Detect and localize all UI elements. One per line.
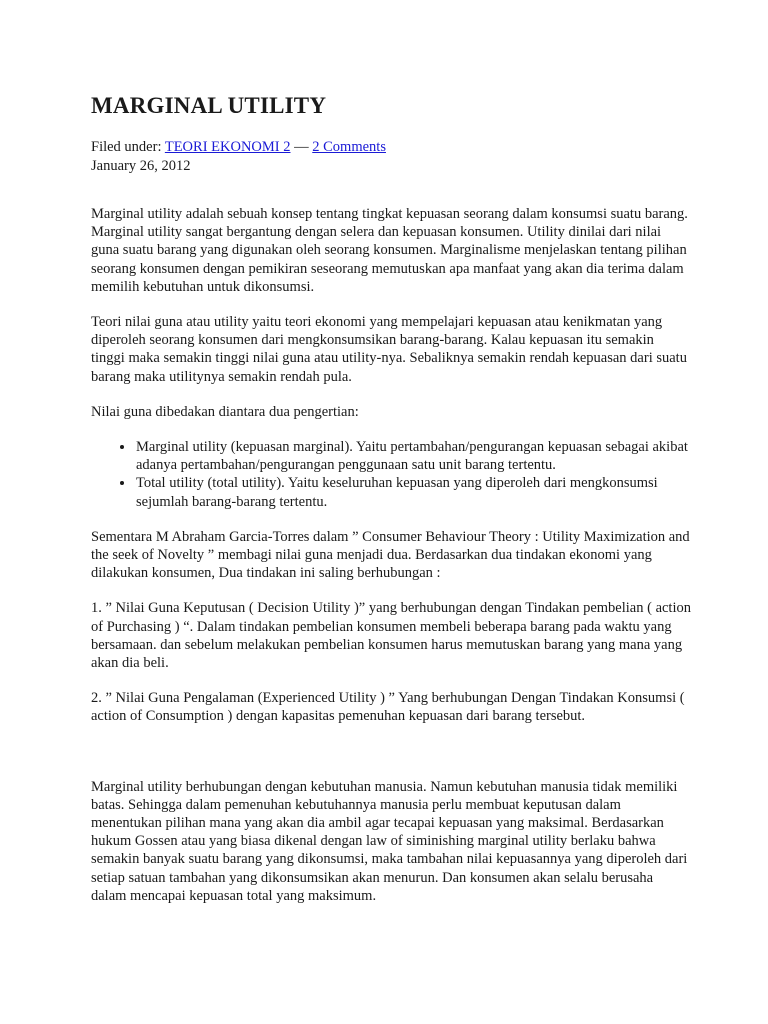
post-meta [91,138,691,176]
paragraph-utility-theory: Teori nilai guna atau utility yaitu teori ekonomi yang mempelajari kepuasan atau kenikmatan yang diperoleh seorang konsumen dari mengkonsumsikan barang-barang. Kalau kepuasan itu semakin tinggi maka semakin tinggi nilai guna atau utility-nya. Sebaliknya semakin rendah kepuasan dari suatu barang maka utilitynya semakin rendah pula. [91,314,687,385]
paragraph-intro: Marginal utility adalah sebuah konsep tentang tingkat kepuasan seorang dalam konsumsi suatu barang. Marginal utility sangat bergantung dengan selera dan kepuasan konsumen. Utility dinilai dari nilai guna suatu barang yang digunakan oleh seorang konsumen. Marginalisme menjelaskan tentang pilihan seorang konsumen dengan pemikiran seseorang memutuskan apa manfaat yang akan dia terima dalam memilih kebutuhan untuk dikonsumsi. [91,206,688,295]
filed-under-label: Filed under: [91,139,165,155]
meta-separator: — [290,139,313,155]
category-link[interactable]: TEORI EKONOMI 2 [164,139,291,155]
list-item: • Total utility (total utility). Yaitu keseluruhan kepuasan yang diperoleh dari mengkonsumsi sejumlah barang-barang tertentu. [135,474,691,510]
paragraph-gossen-law: Marginal utility berhubungan dengan kebutuhan manusia. Namun kebutuhan manusia tidak memiliki batas. Sehingga dalam pemenuhan kebutuhannya manusia perlu membuat keputusan dalam menentukan pilihan mana yang akan dia ambil agar tecapai kepuasan yang maksimal. Berdasarkan hukum Gossen atau yang biasa dikenal dengan law of siminishing marginal utility berlaku bahwa semakin banyak suatu barang yang dikonsumsi, maka tambahan nilai kepuasannya yang diperoleh dari setiap satuan tambahan yang dikonsumsikan akan menurun. Dan konsumen akan selalu berusaha dalam mencapai kepuasan total yang maksimum. [91,778,688,904]
article [91,92,691,905]
definitions-list [91,438,691,511]
list-item: • Marginal utility (kepuasan marginal). Yaitu pertambahan/pengurangan kepuasan sebagai akibat adanya pertambahan/pengurangan penggunaan satu unit barang tertentu. [135,438,691,474]
paragraph-garcia-torres: Sementara M Abraham Garcia-Torres dalam ” Consumer Behaviour Theory : Utility Maximization and the seek of Novelty ” membagi nilai guna menjadi dua. Berdasarkan dua tindakan ekonomi yang dilakukan konsumen, Dua tindakan ini saling berhubungan : [91,528,690,582]
article-title: MARGINAL UTILITY [91,93,327,118]
post-date: January 26, 2012 [91,158,191,174]
paragraph-decision-utility: 1. ” Nilai Guna Keputusan ( Decision Utility )” yang berhubungan dengan Tindakan pembelian ( action of Purchasing ) “. Dalam tindakan pembelian konsumen membeli beberapa barang pada waktu yang bersamaan. dan sebelum melakukan pembelian konsumen harus memutuskan barang yang mana yang akan dia beli. [91,600,691,672]
paragraph-experienced-utility: 2. ” Nilai Guna Pengalaman (Experienced Utility ) ” Yang berhubungan Dengan Tindakan Konsumsi ( action of Consumption ) dengan kapasitas pemenuhan kepuasan dari barang tersebut. [91,690,685,725]
comments-link[interactable]: 2 Comments [312,139,386,155]
paragraph-two-definitions: Nilai guna dibedakan diantara dua pengertian: [91,403,359,420]
